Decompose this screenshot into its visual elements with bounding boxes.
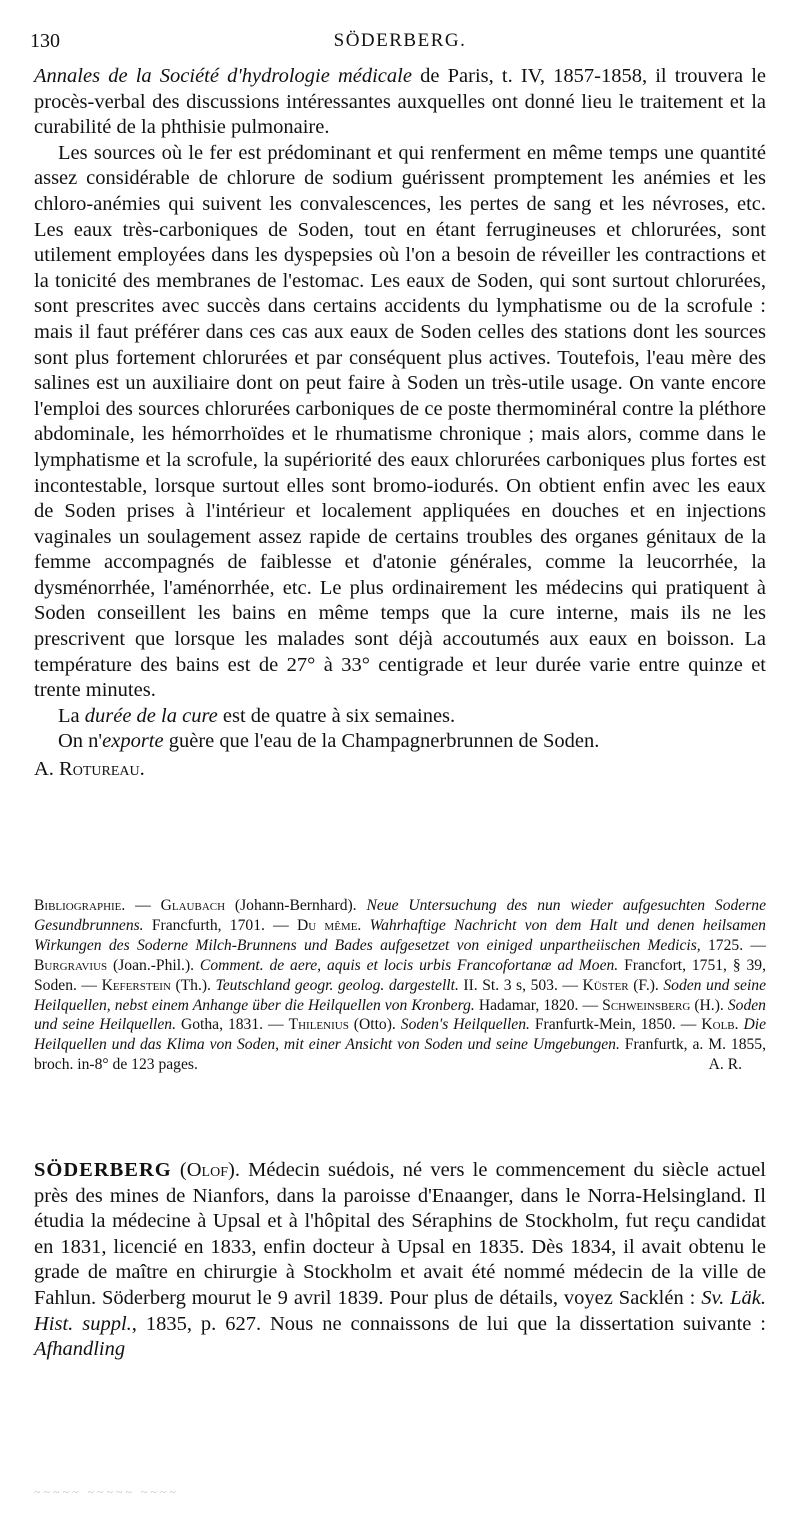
paragraph-exporte: On n'exporte guère que l'eau de la Champagnerbrunnen de Soden. <box>58 730 600 753</box>
paragraph-annales: Annales de la Société d'hydrologie médicale de Paris, t. IV, 1857-1858, il trouvera le procès-verbal des discussions intéressantes auxquelles ont donné lieu le traitement et la curabilité de la phthisie pulmonaire. <box>34 65 767 139</box>
bibliography <box>34 896 766 1075</box>
bibliography-text: Bibliographie. — Glaubach (Johann-Bernhard). Neue Untersuchung des nun wieder aufgesuchten Soderne Gesundbrunnens. Francfurth, 1701. — Du même. Wahrhaftige Nachricht von dem Halt und denen heilsamen Wirkungen des Soderne Milch-Brunnens und Bades aufgesetzet von einiged unpartheiischen Medicis, 1725. — Burgravius (Joan.-Phil.). Comment. de aere, aquis et locis urbis Francofortanæ ad Moen. Francfort, 1751, § 39, Soden. — Keferstein (Th.). Teutschland geogr. geolog. dargestellt. II. St. 3 s, 503. — Küster (F.). Soden und seine Heilquellen, nebst einem Anhange über die Heilquellen von Kronberg. Hadamar, 1820. — Schweinsberg (H.). Soden und seine Heilquellen. Gotha, 1831. — Thilenius (Otto). Soden's Heilquellen. Franfurtk-Mein, 1850. — Kolb. Die Heilquellen und das Klima von Soden, mit einer Ansicht von Soden und seine Umgebungen. Franfurtk, a. M. 1855, broch. in-8° de 123 pages. A. R. <box>34 897 767 1074</box>
journal-title: Annales de la Société d'hydrologie médicale <box>34 65 412 87</box>
entry-headword: SÖDERBERG <box>34 1159 172 1181</box>
bibliography-initials: A. R. <box>708 1056 742 1074</box>
bleed-through-text: ~~~~~ ~~~~~ ~~~~ <box>34 1485 179 1499</box>
author-signature: A. Rotureau. <box>34 758 145 781</box>
article-body <box>34 64 766 783</box>
bibliography-label: Bibliographie. <box>34 897 126 914</box>
dictionary-entry <box>34 1158 766 1363</box>
paragraph-duree: La durée de la cure est de quatre à six semaines. <box>58 704 456 727</box>
page-number: 130 <box>30 30 60 52</box>
running-head: SÖDERBERG. <box>333 30 467 51</box>
paragraph-sources: Les sources où le fer est prédominant et qui renferment en même temps une quantité assez considérable de chlorure de sodium guérissent promptement les anémies et les chloro-anémies qui suivent les convalescences, les pertes de sang et les névroses, etc. Les eaux très-carboniques de Soden, tout en étant ferrugineuses et chlorurées, sont utilement employées dans les dyspepsies où l'on a besoin de réveiller les contractions et la tonicité des membranes de l'estomac. Les eaux de Soden, qui sont surtout chlorurées, sont prescrites avec succès dans certains accidents du lymphatisme ou de la scrofule : mais il faut préférer dans ces cas aux eaux de Soden celles des stations dont les sources sont plus fortement chlorurées et par conséquent plus actives. Toutefois, l'eau mère des salines est un auxiliaire dont on peut faire à Soden un très-utile usage. On vante encore l'emploi des sources chlorurées carboniques de ce poste thermominéral contre la pléthore abdominale, les hémorrhoïdes et le rhumatisme chronique ; mais alors, comme dans le lymphatisme et la scrofule, la supériorité des eaux chlorurées carboniques plus fortes est incontestable, lorsque surtout elles sont bromo-iodurés. On obtient enfin avec les eaux de Soden prises à l'intérieur et localement appliquées en douches et en injections vaginales un soulagement assez rapide de certains troubles des organes génitaux de la femme accompagnés de faiblesse et d'atonie générales, comme la leucorrhée, la dysménorrhée, l'aménorrhée, etc. Le plus ordinairement les médecins qui pratiquent à Soden conseillent les bains en même temps que la cure interne, mais ils ne les prescrivent que lorsque les malades sont déjà accoutumés aux eaux en boisson. La température des bains est de 27° à 33° centigrade et leur durée varie entre quinze et trente minutes. <box>34 141 766 702</box>
page-header <box>30 30 770 60</box>
entry-given-name: Olof <box>186 1159 228 1181</box>
entry-text: SÖDERBERG (Olof). Médecin suédois, né vers le commencement du siècle actuel près des mines de Nianfors, dans la paroisse d'Enaanger, dans le Norra-Helsingland. Il étudia la médecine à Upsal et à l'hôpital des Séraphins de Stockholm, fut reçu candidat en 1831, licencié en 1833, enfin docteur à Upsal en 1835. Dès 1834, il avait obtenu le grade de maître en chirurgie à Stockholm et avait été nommé médecin de la ville de Fahlun. Söderberg mourut le 9 avril 1839. Pour plus de détails, voyez Sacklén : Sv. Läk. Hist. suppl., 1835, p. 627. Nous ne connaissons de lui que la dissertation suivante : Afhandling <box>34 1159 766 1361</box>
